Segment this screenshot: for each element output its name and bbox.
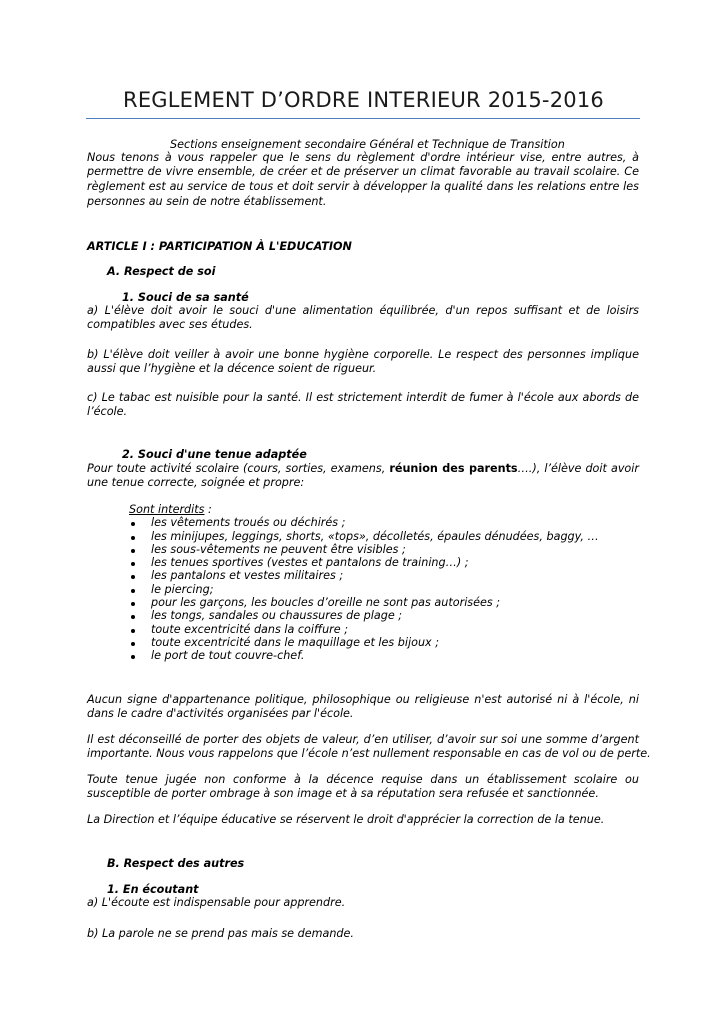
ecoutant-b: b) La parole ne se prend pas mais se demande.	[87, 927, 354, 940]
sante-c-line-2: l’école.	[87, 405, 128, 418]
bullet-icon	[131, 642, 135, 646]
list-item: le piercing;	[151, 583, 214, 596]
bullet-icon	[131, 615, 135, 619]
paragraph-signes-line-1: Aucun signe d'appartenance politique, philosophique ou religieuse n'est autorisé ni à l'école, ni	[87, 693, 639, 706]
bullet-icon	[131, 629, 135, 633]
list-item: le port de tout couvre-chef.	[151, 649, 305, 662]
bullet-icon	[131, 562, 135, 566]
bullet-icon	[131, 602, 135, 606]
paragraph-decence-line-2: susceptible de porter ombrage à son image et à sa réputation sera refusée et sanctionnée.	[87, 787, 599, 800]
subsection-sante-heading: 1. Souci de sa santé	[122, 291, 249, 304]
list-item: les sous-vêtements ne peuvent être visibles ;	[151, 543, 406, 556]
section-b-heading: B. Respect des autres	[107, 857, 245, 870]
title-underline	[86, 118, 640, 119]
list-item: les tenues sportives (vestes et pantalons de training…) ;	[151, 556, 469, 569]
sante-b-line-2: aussi que l’hygiène et la décence soient de rigueur.	[87, 362, 377, 375]
list-item: les vêtements troués ou déchirés ;	[151, 516, 346, 529]
ecoutant-a: a) L'écoute est indispensable pour apprendre.	[87, 896, 346, 909]
paragraph-direction: La Direction et l’équipe éducative se réservent le droit d'apprécier la correction de la tenue.	[87, 813, 605, 826]
intro-line-2: permettre de vivre ensemble, de créer et de préserver un climat favorable au travail scolaire. Ce	[87, 165, 639, 178]
bullet-icon	[131, 536, 135, 540]
intro-line-4: personnes au sein de notre établissement.	[87, 195, 327, 208]
document-title: REGLEMENT D’ORDRE INTERIEUR 2015-2016	[123, 88, 604, 112]
sante-b-line-1: b) L'élève doit veiller à avoir une bonne hygiène corporelle. Le respect des personnes implique	[87, 348, 639, 361]
bullet-icon	[131, 522, 135, 526]
intro-line-3: règlement est au service de tous et doit servir à développer la qualité dans les relations entre les	[87, 180, 639, 193]
paragraph-valeur-line-1: Il est déconseillé de porter des objets de valeur, d’en utiliser, d’avoir sur soi une somme d’argent	[87, 733, 639, 746]
tenue-line-1: Pour toute activité scolaire (cours, sorties, examens, réunion des parents….), l’élève doit avoir	[87, 462, 639, 475]
list-item: les pantalons et vestes militaires ;	[151, 569, 344, 582]
sante-a-line-2: compatibles avec ses études.	[87, 318, 253, 331]
tenue-line-2: une tenue correcte, soignée et propre:	[87, 476, 305, 489]
list-item: les minijupes, leggings, shorts, «tops», décolletés, épaules dénudées, baggy, …	[151, 530, 599, 543]
subsection-ecoutant-heading: 1. En écoutant	[107, 883, 199, 896]
section-a-heading: A. Respect de soi	[107, 265, 216, 278]
paragraph-valeur-line-2: importante. Nous vous rappelons que l’école n’est nullement responsable en cas de vol ou de perte.	[87, 747, 651, 760]
sante-a-line-1: a) L'élève doit avoir le souci d'une alimentation équilibrée, d'un repos suffisant et de loisirs	[87, 304, 639, 317]
paragraph-signes-line-2: dans le cadre d'activités organisées par l'école.	[87, 707, 354, 720]
subsection-tenue-heading: 2. Souci d'une tenue adaptée	[122, 448, 307, 461]
bullet-icon	[131, 549, 135, 553]
article-heading: ARTICLE I : PARTICIPATION À L'EDUCATION	[87, 240, 352, 253]
list-item: toute excentricité dans la coiffure ;	[151, 623, 348, 636]
forbidden-label: Sont interdits :	[129, 503, 212, 516]
bullet-icon	[131, 589, 135, 593]
paragraph-decence-line-1: Toute tenue jugée non conforme à la décence requise dans un établissement scolaire ou	[87, 773, 639, 786]
bullet-icon	[131, 655, 135, 659]
sante-c-line-1: c) Le tabac est nuisible pour la santé. Il est strictement interdit de fumer à l'école aux abords de	[87, 391, 639, 404]
subtitle: Sections enseignement secondaire Général et Technique de Transition	[170, 138, 565, 151]
list-item: les tongs, sandales ou chaussures de plage ;	[151, 609, 403, 622]
bullet-icon	[131, 575, 135, 579]
intro-line-1: Nous tenons à vous rappeler que le sens du règlement d'ordre intérieur vise, entre autres, à	[87, 151, 639, 164]
list-item: pour les garçons, les boucles d’oreille ne sont pas autorisées ;	[151, 596, 501, 609]
list-item: toute excentricité dans le maquillage et les bijoux ;	[151, 636, 440, 649]
